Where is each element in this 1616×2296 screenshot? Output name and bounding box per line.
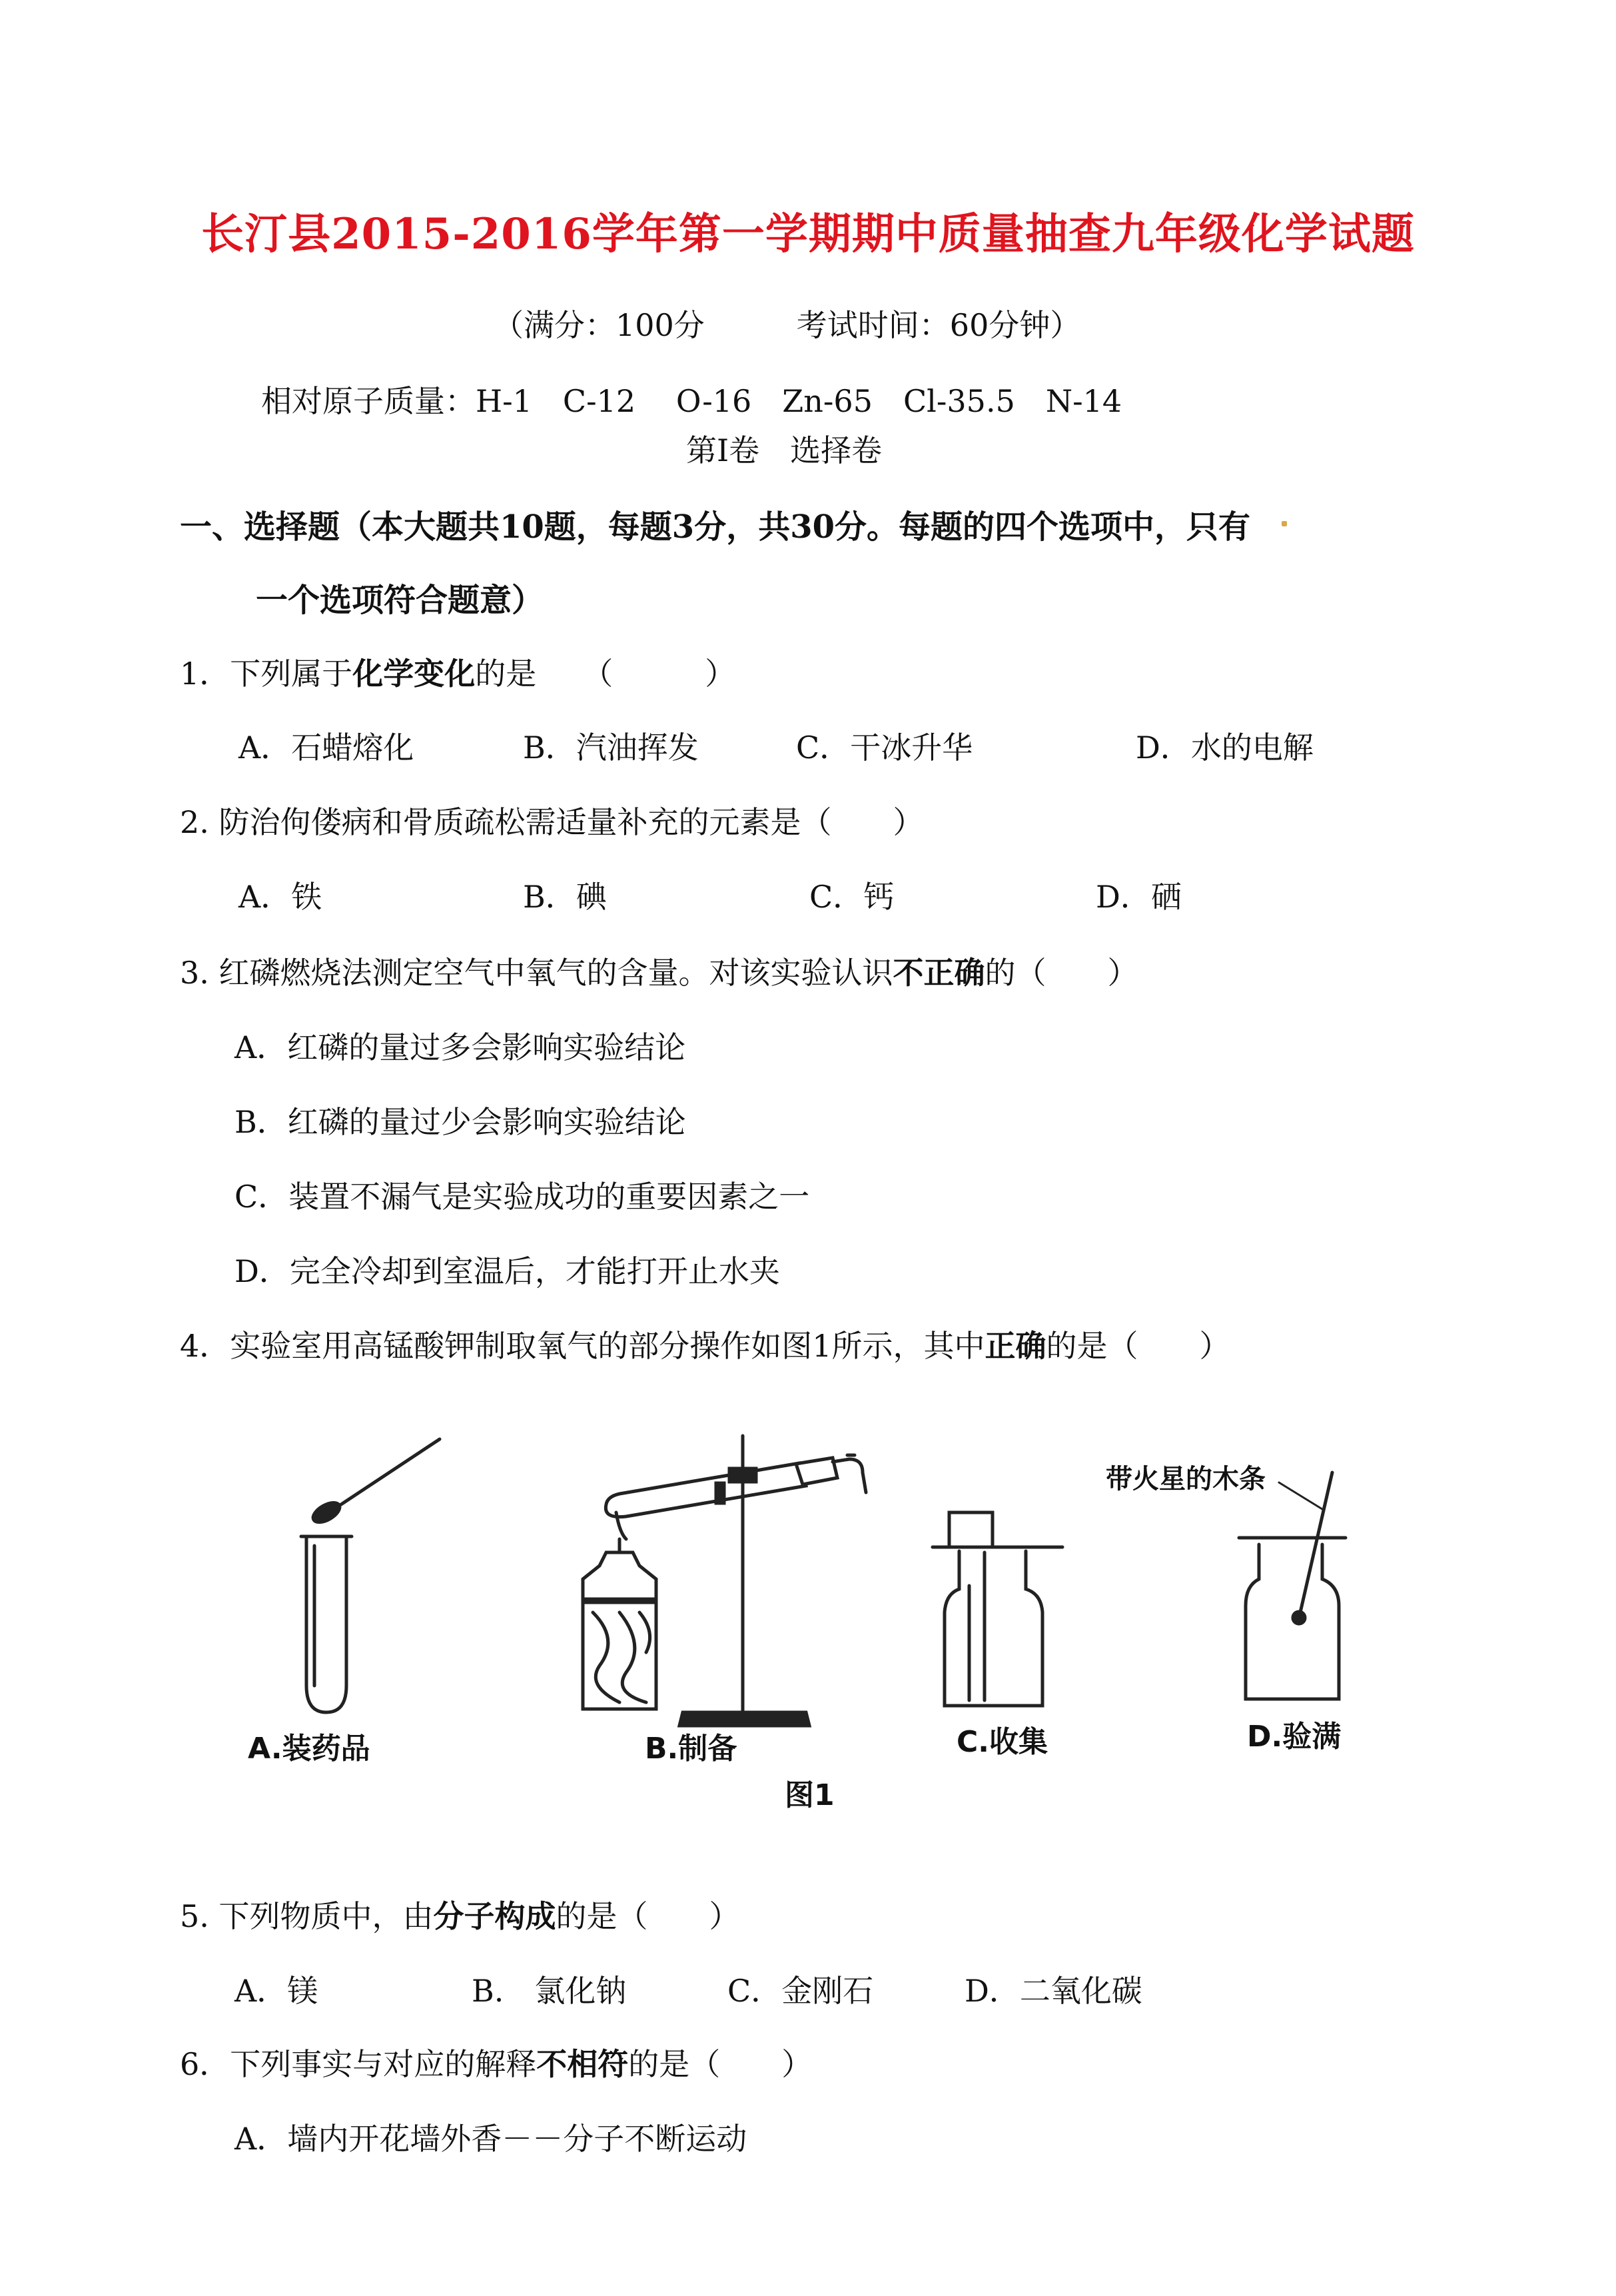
q1-option-d: D．水的电解	[1136, 730, 1314, 766]
q1-option-a: A．石蜡熔化	[238, 730, 414, 766]
question-3-stem: 3. 红磷燃烧法测定空气中氧气的含量。对该实验认识不正确的（ ）	[180, 955, 1138, 991]
q2-option-c: C．钙	[809, 879, 895, 915]
figure-caption: 图1	[785, 1778, 835, 1812]
figure-label-d: D.验满	[1247, 1720, 1342, 1754]
q1-option-c: C．干冰升华	[796, 730, 973, 766]
gas-jar-splint-drawing	[1239, 1472, 1346, 1699]
section-heading-cont: 一个选项符合题意）	[256, 582, 544, 619]
splint-annotation: 带火星的木条	[1106, 1464, 1266, 1494]
q1-option-b: B．汽油挥发	[523, 730, 699, 766]
question-1-stem: 1．下列属于化学变化的是 （ ）	[180, 656, 736, 692]
q2-option-d: D．硒	[1096, 879, 1182, 915]
q5-option-c: C．金刚石	[727, 1973, 874, 2009]
test-tube-spoon-drawing	[301, 1439, 440, 1712]
question-6-stem: 6．下列事实与对应的解释不相符的是（ ）	[180, 2046, 813, 2082]
q5-option-b: B. 氯化钠	[472, 1973, 627, 2009]
stray-mark	[1282, 521, 1287, 526]
q3-option-c: C．装置不漏气是实验成功的重要因素之一	[234, 1179, 810, 1215]
q3-option-b: B．红磷的量过少会影响实验结论	[234, 1104, 686, 1140]
atomic-mass-line: 相对原子质量：H-1 C-12 O-16 Zn-65 Cl-35.5 N-14	[261, 383, 1122, 419]
q3-option-a: A．红磷的量过多会影响实验结论	[234, 1029, 686, 1065]
page-title: 长汀县2015-2016学年第一学期期中质量抽查九年级化学试题	[201, 209, 1415, 259]
q5-option-a: A．镁	[234, 1973, 318, 2009]
q5-option-d: D．二氧化碳	[965, 1973, 1142, 2009]
question-5-stem: 5. 下列物质中，由分子构成的是（ ）	[180, 1898, 740, 1934]
q2-option-a: A．铁	[238, 879, 322, 915]
volume-heading: 第Ⅰ卷 选择卷	[686, 432, 883, 468]
heating-apparatus-drawing	[583, 1436, 866, 1726]
q3-option-d: D．完全冷却到室温后，才能打开止水夹	[234, 1253, 780, 1289]
score-time-line: （满分：100分 考试时间：60分钟）	[493, 307, 1081, 343]
question-4-stem: 4．实验室用高锰酸钾制取氧气的部分操作如图1所示，其中正确的是（ ）	[180, 1328, 1230, 1364]
figure-label-b: B.制备	[645, 1732, 737, 1766]
figure-1	[0, 1413, 1616, 1812]
q2-option-b: B．碘	[523, 879, 607, 915]
question-2-stem: 2. 防治佝偻病和骨质疏松需适量补充的元素是（ ）	[180, 804, 924, 840]
section-heading: 一、选择题（本大题共10题，每题3分，共30分。每题的四个选项中，只有	[180, 508, 1250, 546]
collection-bottle-drawing	[933, 1512, 1062, 1706]
figure-label-c: C.收集	[957, 1725, 1048, 1759]
q6-option-a: A．墙内开花墙外香－－分子不断运动	[234, 2121, 747, 2157]
figure-label-a: A.装药品	[248, 1732, 370, 1766]
